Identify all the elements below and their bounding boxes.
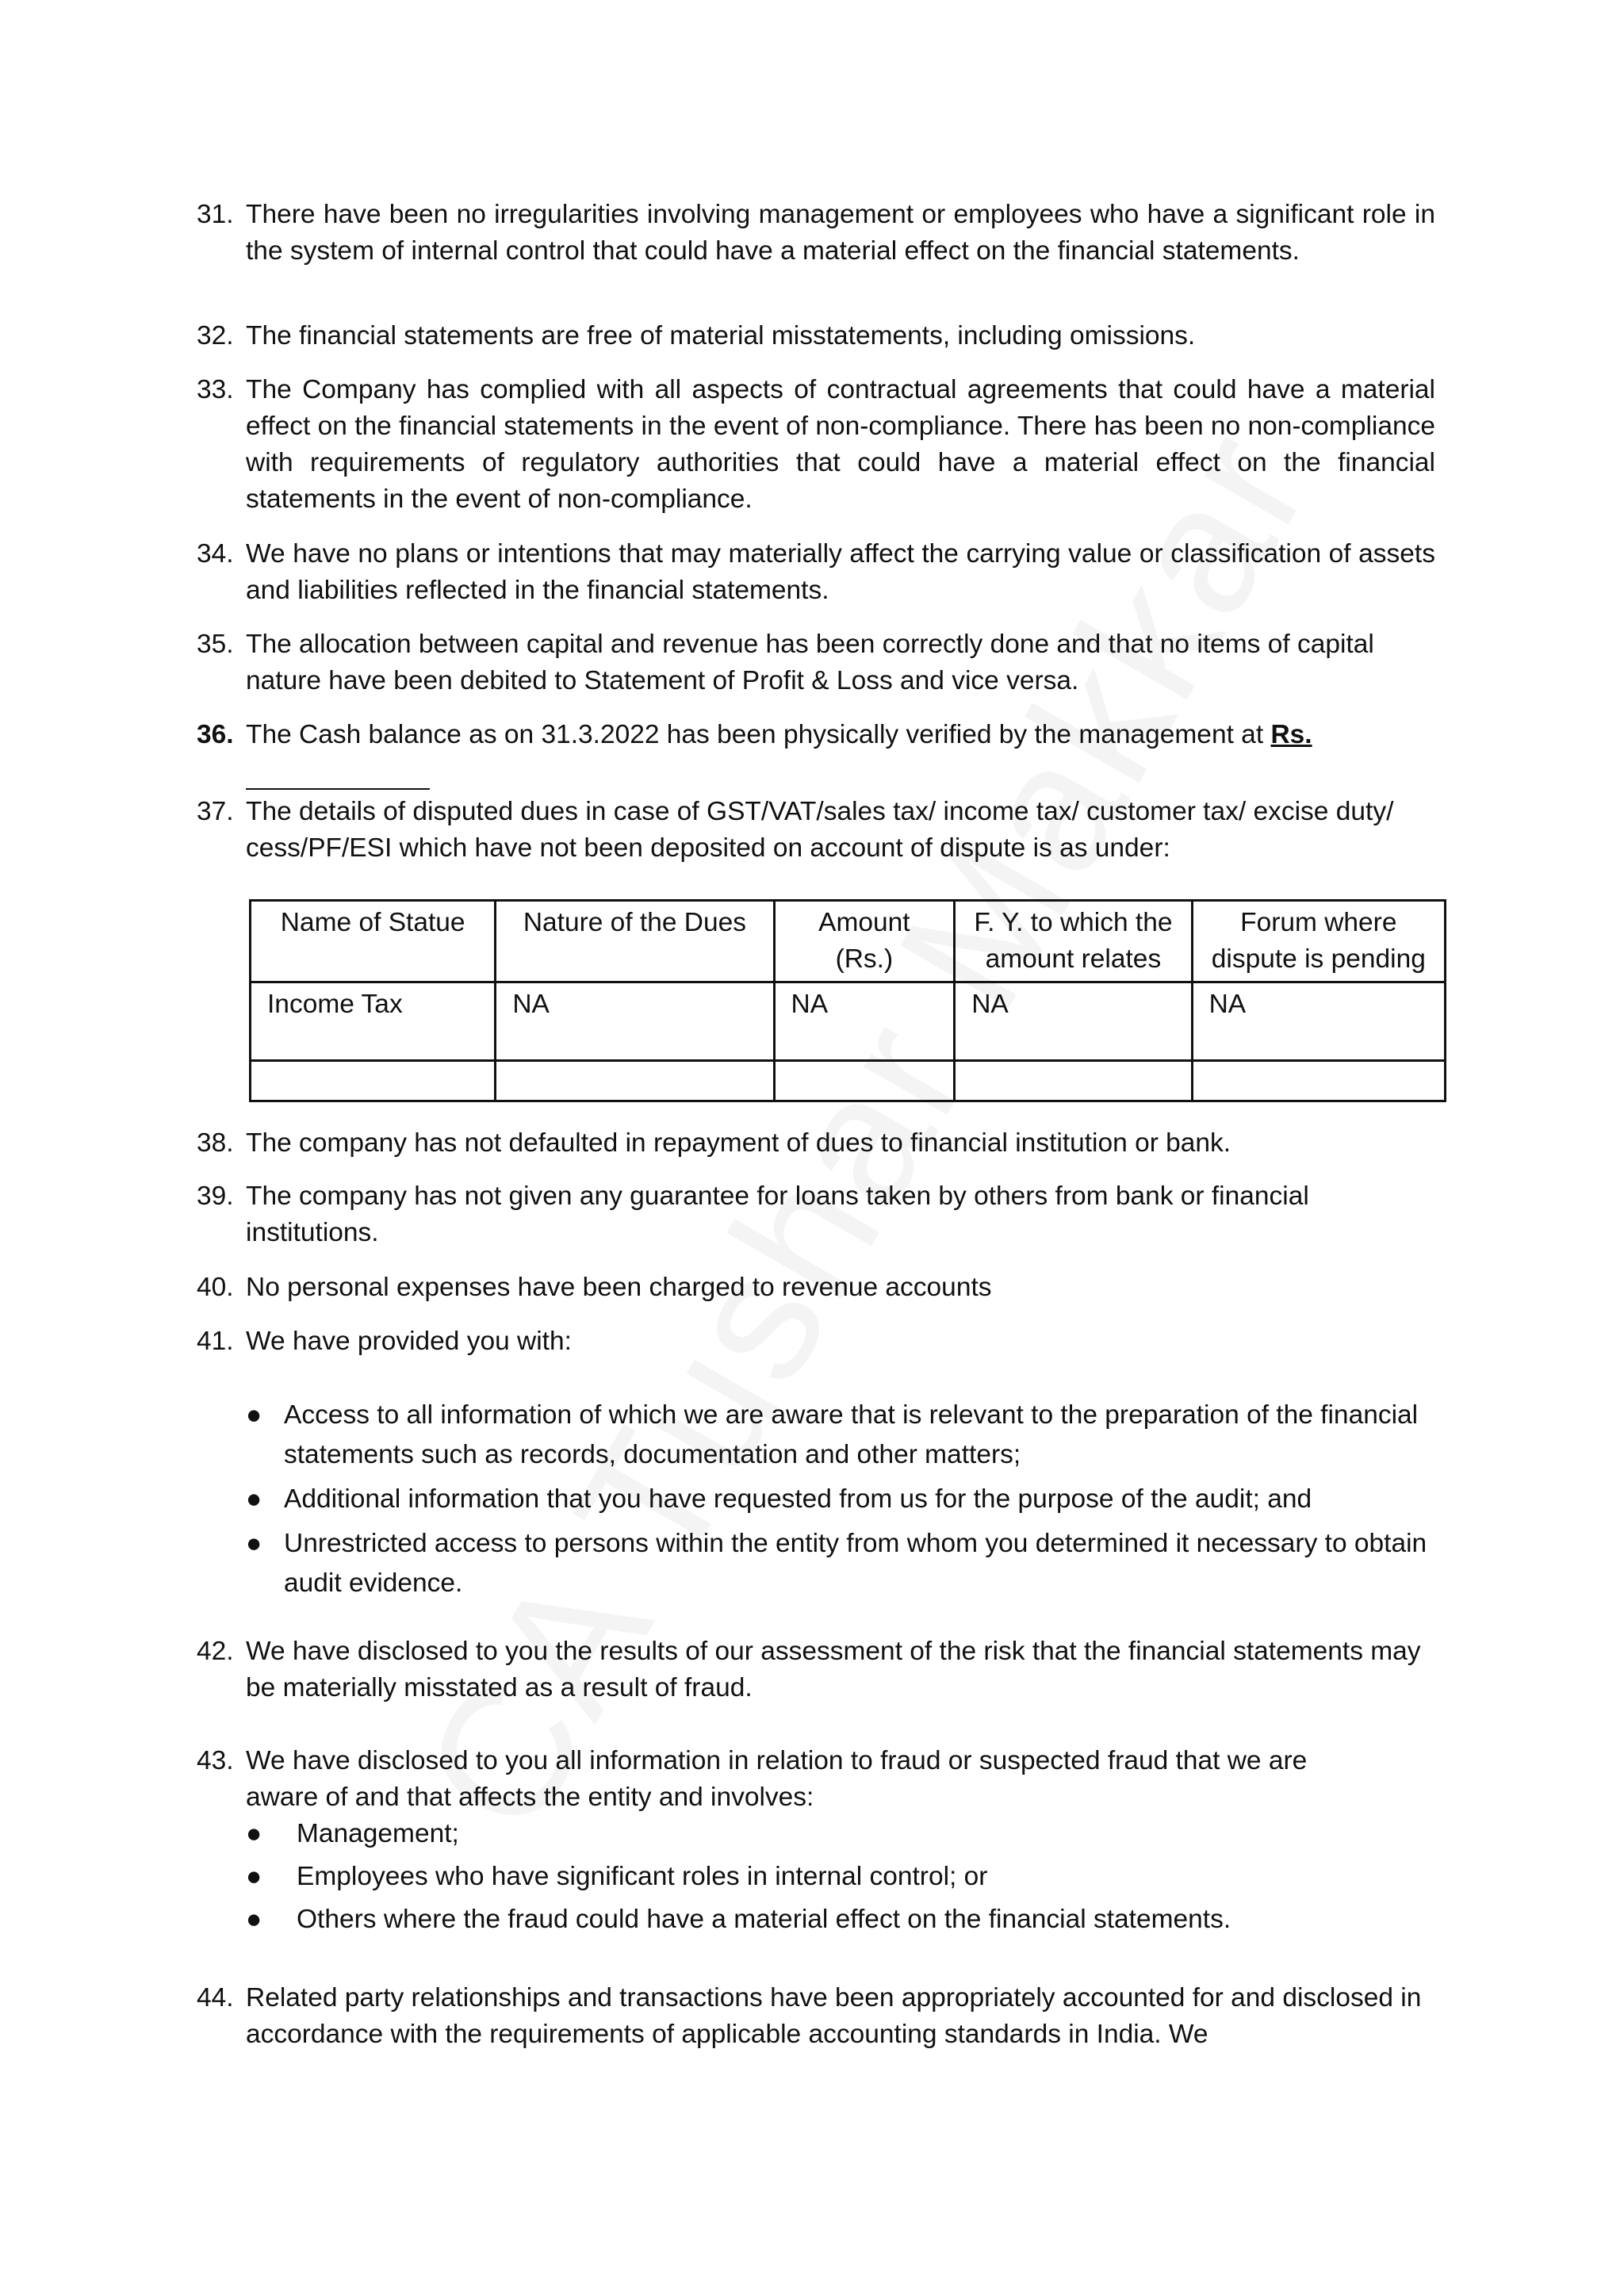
list-item-text: Management; [297,1819,459,1848]
item-number: 35. [197,630,234,659]
list-item [246,1816,1407,1852]
item-number: 32. [197,321,234,350]
item-number: 39. [197,1181,234,1211]
table-cell [774,1061,955,1101]
item-44 [197,1980,1435,2053]
table-header-row [251,901,1446,982]
item-text: The Company has complied with all aspects of contractual agreements that could have a material effect on the financial statements in the event of non-compliance. There has been no non-compliance with requirements of regulatory authorities that could have a material effect on the financial statements in the event of non-compliance. [246,375,1435,514]
item-34 [197,536,1435,609]
item-number: 41. [197,1327,234,1356]
item-text: The allocation between capital and revenue has been correctly done and that no items of capital nature have been debited to Statement of Profit & Loss and vice versa. [246,630,1374,695]
table-cell: NA [774,982,955,1061]
list-item-text: Access to all information of which we are aware that is relevant to the preparation of the financial statements such as records, documentation and other matters; [284,1400,1419,1469]
item-40 [197,1270,1435,1306]
item-42 [197,1633,1435,1706]
table-cell [251,1061,496,1101]
list-item [246,1396,1450,1475]
item-number: 40. [197,1273,234,1302]
item-39 [197,1178,1386,1251]
item-32 [197,318,1435,354]
cash-balance-text: The Cash balance as on 31.3.2022 has been physically verified by the management at [246,720,1264,749]
bullet-icon: ● [246,1905,262,1934]
list-item [246,1859,1407,1895]
list-item [246,1901,1407,1938]
table-cell [955,1061,1192,1101]
item-text: We have no plans or intentions that may materially affect the carrying value or classification of assets and liabilities reflected in the financial statements. [246,539,1435,605]
rs-label: Rs. [1270,720,1312,749]
item-41 [197,1323,1435,1360]
item-text: The details of disputed dues in case of GST/VAT/sales tax/ income tax/ customer tax/ excise duty/ cess/PF/ESI which have not been deposited on account of dispute is as under: [246,797,1394,863]
bullet-icon: ● [246,1862,262,1891]
item-text: No personal expenses have been charged to revenue accounts [246,1273,992,1302]
item-number: 34. [197,539,234,569]
item-text: There have been no irregularities involving management or employees who have a significant role in the system of internal control that could have a material effect on the financial statements. [246,200,1435,266]
table-cell [1192,1061,1445,1101]
table-header-cell: Name of Statue [251,901,496,982]
item-number: 44. [197,1983,234,2013]
table-header-cell: Forum where dispute is pending [1192,901,1445,982]
list-item [246,1480,1450,1519]
bullet-list-43 [246,1816,1407,1944]
table-row [251,982,1446,1061]
list-item [246,1524,1450,1603]
item-33 [197,372,1435,518]
table-cell: NA [955,982,1192,1061]
table-row [251,1061,1446,1101]
list-item-text: Employees who have significant roles in internal control; or [297,1862,988,1891]
item-text: Related party relationships and transactions have been appropriately accounted for and disclosed in accordance with the requirements of applicable accounting standards in India. We [246,1983,1422,2049]
item-number: 43. [197,1746,234,1775]
bullet-icon: ● [246,1529,262,1558]
item-text: We have disclosed to you all information in relation to fraud or suspected fraud that we are aware of and that affects the entity and involves: [246,1746,1308,1812]
item-31 [197,197,1435,270]
item-37 [197,794,1435,867]
item-36 [197,717,1435,790]
item-number: 31. [197,200,234,229]
item-number: 38. [197,1128,234,1158]
table-cell [496,1061,774,1101]
item-35 [197,626,1435,699]
item-text: The company has not given any guarantee for loans taken by others from bank or financial institutions. [246,1181,1309,1247]
list-item-text: Others where the fraud could have a material effect on the financial statements. [297,1905,1231,1934]
item-text: We have disclosed to you the results of our assessment of the risk that the financial statements may be materially misstated as a result of fraud. [246,1637,1421,1702]
item-text [246,717,1435,790]
item-number: 33. [197,375,234,404]
list-item-text: Additional information that you have requested from us for the purpose of the audit; and [284,1484,1312,1514]
bullet-icon: ● [246,1819,262,1848]
table-header-cell: Nature of the Dues [496,901,774,982]
item-number: 36. [197,720,234,749]
disputed-dues-table [249,899,1446,1102]
list-item-text: Unrestricted access to persons within the entity from whom you determined it necessary to obtain audit evidence. [284,1529,1427,1598]
item-number: 37. [197,797,234,826]
item-43 [197,1743,1386,1816]
item-38 [197,1125,1435,1162]
table-header-cell: F. Y. to which the amount relates [955,901,1192,982]
item-text: We have provided you with: [246,1327,572,1356]
table-cell: NA [1192,982,1445,1061]
item-text: The financial statements are free of material misstatements, including omissions. [246,321,1196,350]
table-header-cell: Amount (Rs.) [774,901,955,982]
table-cell: NA [496,982,774,1061]
table-cell: Income Tax [251,982,496,1061]
bullet-list-41 [246,1396,1450,1608]
item-number: 42. [197,1637,234,1666]
item-text: The company has not defaulted in repayment of dues to financial institution or bank. [246,1128,1231,1158]
bullet-icon: ● [246,1484,262,1514]
amount-blank-line [246,764,430,790]
bullet-icon: ● [246,1400,262,1430]
